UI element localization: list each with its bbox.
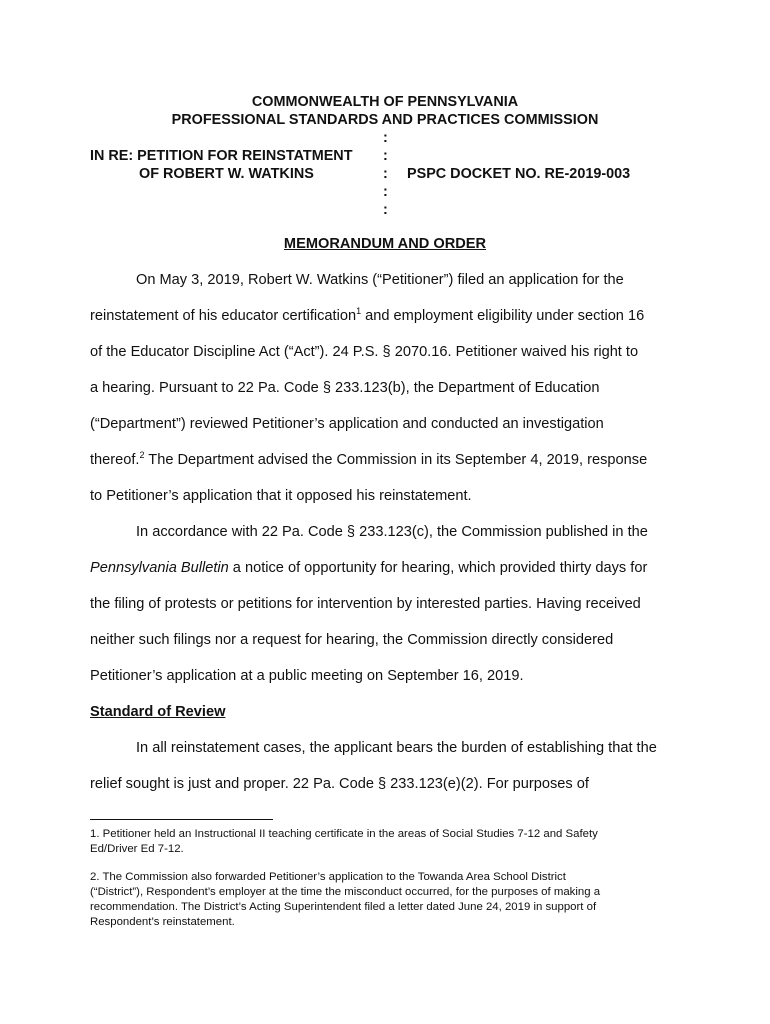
footnote-1-line: Ed/Driver Ed 7-12.: [90, 843, 184, 855]
caption-colon: :: [383, 148, 388, 164]
footnote-ref-1: 1: [356, 306, 362, 316]
paragraph-text: and employment eligibility under section 16: [361, 308, 645, 324]
paragraph-line: On May 3, 2019, Robert W. Watkins (“Petitioner”) filed an application for the: [136, 272, 624, 288]
paragraph-line: Petitioner’s application at a public meeting on September 16, 2019.: [90, 668, 524, 684]
paragraph-line: [90, 308, 644, 324]
footnote-2-line: recommendation. The District’s Acting Superintendent filed a letter dated June 24, 2019 in support of: [90, 901, 597, 913]
docket-number: PSPC DOCKET NO. RE-2019-003: [407, 166, 631, 182]
paragraph-line: of the Educator Discipline Act (“Act”). 24 P.S. § 2070.16. Petitioner waived his right to: [90, 344, 639, 360]
footnote-1-line: 1. Petitioner held an Instructional II teaching certificate in the areas of Social Studies 7-12 and Safety: [90, 828, 598, 840]
footnote-2-line: 2. The Commission also forwarded Petitioner’s application to the Towanda Area School District: [90, 871, 566, 883]
paragraph-line: relief sought is just and proper. 22 Pa. Code § 233.123(e)(2). For purposes of: [90, 776, 589, 792]
caption-colon: :: [383, 130, 388, 146]
caption-colon: :: [383, 202, 388, 218]
paragraph-text: reinstatement of his educator certification: [90, 308, 357, 324]
footnote-2-line: Respondent’s reinstatement.: [90, 916, 235, 928]
paragraph-line: In accordance with 22 Pa. Code § 233.123(c), the Commission published in the: [136, 524, 648, 540]
paragraph-line: (“Department”) reviewed Petitioner’s application and conducted an investigation: [90, 416, 604, 432]
case-title-line1: IN RE: PETITION FOR REINSTATMENT: [90, 148, 353, 164]
case-title-line2: OF ROBERT W. WATKINS: [139, 166, 314, 182]
paragraph-text: thereof.: [90, 452, 140, 468]
footnote-2-line: (“District”), Respondent’s employer at the time the misconduct occurred, for the purposes of making a: [90, 886, 601, 898]
paragraph-line: [90, 452, 647, 468]
paragraph-line: the filing of protests or petitions for intervention by interested parties. Having received: [90, 596, 641, 612]
caption-colon: :: [383, 166, 388, 182]
paragraph-line: to Petitioner’s application that it opposed his reinstatement.: [90, 488, 472, 504]
header-commonwealth: COMMONWEALTH OF PENNSYLVANIA: [251, 94, 519, 110]
header-commission: PROFESSIONAL STANDARDS AND PRACTICES COMMISSION: [171, 112, 599, 128]
caption-colon: :: [383, 184, 388, 200]
footnote-ref-2: 2: [139, 450, 145, 460]
paragraph-line: neither such filings nor a request for hearing, the Commission directly considered: [90, 632, 614, 648]
paragraph-line: In all reinstatement cases, the applicant bears the burden of establishing that the: [136, 740, 657, 756]
paragraph-line: a hearing. Pursuant to 22 Pa. Code § 233.123(b), the Department of Education: [90, 380, 600, 396]
memorandum-title: MEMORANDUM AND ORDER: [283, 236, 487, 252]
publication-title: Pennsylvania Bulletin: [90, 560, 229, 576]
section-heading: Standard of Review: [90, 704, 226, 720]
paragraph-text: a notice of opportunity for hearing, which provided thirty days for: [228, 560, 648, 576]
footnote-divider: [90, 819, 273, 820]
paragraph-text: The Department advised the Commission in its September 4, 2019, response: [144, 452, 648, 468]
paragraph-line: [90, 560, 647, 576]
